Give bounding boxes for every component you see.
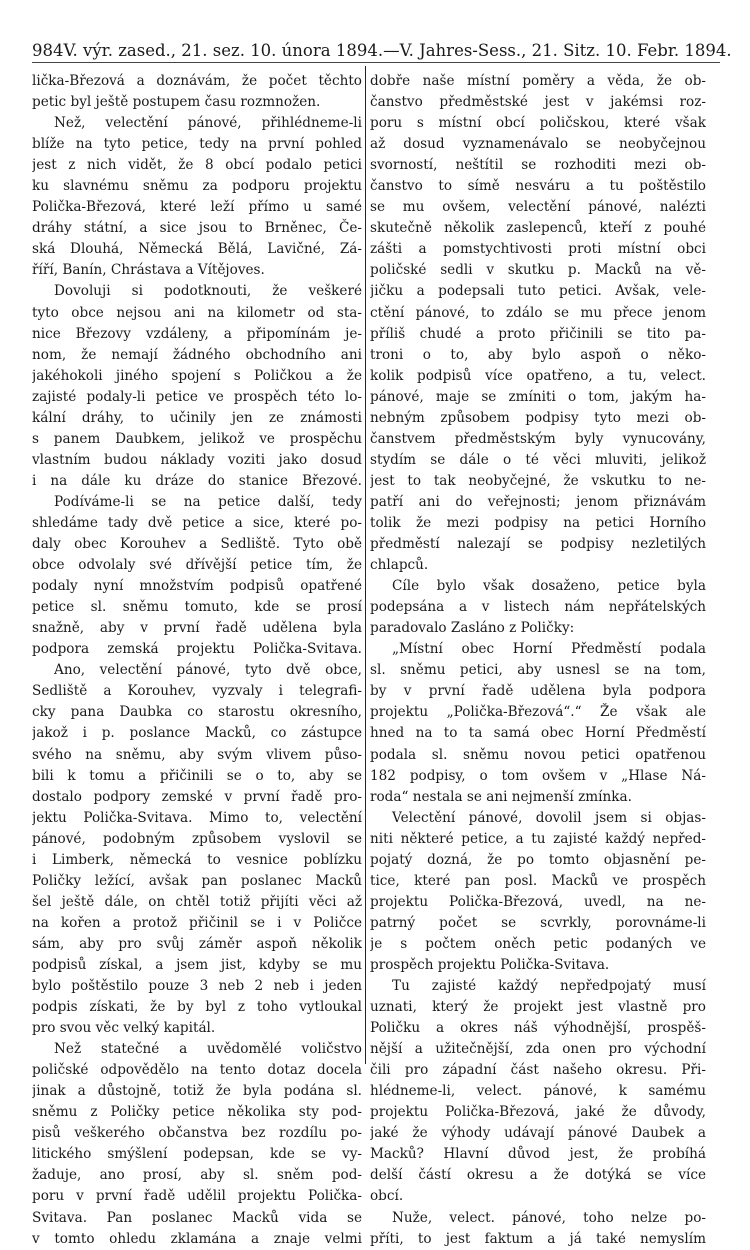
text-line: nice Březovy vzdáleny, a připomínám je- — [32, 325, 362, 342]
text-line: skutečně několik zaslepenců, kteří z pouhé — [370, 220, 706, 237]
text-line: jest to tak neobyčejné, že vskutku to ne- — [370, 472, 706, 489]
text-line: ctění pánové, to zdálo se mu přece jenom — [370, 304, 706, 321]
text-line: podpisů získal, a jsem jist, kdyby se mu — [32, 956, 362, 973]
text-line: jektu Polička-Svitava. Mimo to, velectění — [32, 809, 362, 826]
text-line: jakéhokoli jiného spojení s Poličkou a že — [32, 367, 362, 384]
text-line: příliš chudé a proto přičinili se tito pa- — [370, 325, 706, 342]
text-line: Než statečné a uvědomělé voličstvo — [54, 1041, 362, 1058]
running-header — [32, 34, 732, 63]
text-line: stydím se dále o té věci mluviti, jelikož — [370, 451, 706, 468]
text-line: pisů veškerého občanstva bez rozdílu po- — [32, 1125, 362, 1142]
text-line: patří ani do veřejnosti; jenom přiznávám — [370, 493, 706, 510]
text-line: na kořen a protož přičinil se i v Poličce — [32, 914, 362, 931]
text-line: pojatý dozná, že po tomto objasnění pe- — [370, 851, 706, 868]
text-line: podala sl. sněmu novou petici opatřenou — [370, 746, 706, 763]
text-line: v tomto ohledu zklamána a znaje velmi — [32, 1230, 362, 1247]
text-line: svorností, neštítil se rozhoditi mezi ob- — [370, 157, 706, 174]
text-line: dráhy státní, a sice jsou to Brněnec, Če- — [32, 220, 362, 237]
text-line: šel ještě dále, on chtěl totiž přijíti věci až — [32, 893, 362, 910]
text-line: i na dále ku dráze do stanice Březové. — [32, 472, 362, 489]
text-line: daly obec Korouhev a Sedliště. Tyto obě — [32, 536, 362, 553]
text-line: ku slavnému sněmu za podporu projektu — [32, 178, 362, 195]
header-dash: — — [383, 41, 400, 60]
text-line: petic byl ještě postupem času rozmnožen. — [32, 94, 321, 111]
text-line: pánové, podobným způsobem vyslovil se — [32, 830, 362, 847]
text-line: hlédneme-li, velect. pánové, k samému — [370, 1083, 706, 1100]
text-line: čanstvo to símě nesváru a tu poštěstilo — [370, 178, 706, 195]
text-line: žaduje, ano prosí, aby sl. sněm pod- — [32, 1167, 362, 1184]
text-line: tice, které pan posl. Macků ve prospěch — [370, 872, 706, 889]
text-line: až dosud vyznamenávalo se neobyčejnou — [370, 136, 706, 153]
text-line: jaké že výhody udávají pánové Daubek a — [370, 1125, 706, 1142]
text-line: sám, aby pro svůj záměr aspoň několik — [32, 935, 362, 952]
text-line: čanstvem předměstským byly vynucovány, — [370, 430, 706, 447]
text-line: Dovoluji si podotknouti, že veškeré — [54, 283, 362, 300]
text-line: jinak a důstojně, totiž že byla podána sl. — [32, 1083, 362, 1100]
text-line: je s počtem oněch petic podaných ve — [370, 935, 706, 952]
text-line: podpis získati, že by byl z toho vytloukal — [32, 999, 362, 1016]
text-line: patrný počet se scvrkly, porovnáme-li — [370, 914, 706, 931]
text-line: litického smýšlení podepsan, kde se vy- — [32, 1146, 362, 1163]
text-line: ská Dlouhá, Německá Bělá, Lavičné, Zá- — [32, 241, 362, 258]
text-line: tyto obce nejsou ani na kilometr od sta- — [32, 304, 362, 321]
text-line: předměstí nalezají se podpisy nezletilých — [370, 536, 706, 553]
text-line: chlapců. — [370, 557, 429, 574]
text-line: blíže na tyto petice, tedy na první pohled — [32, 136, 362, 153]
text-line: projektu Polička-Březová, jaké že důvody, — [370, 1104, 706, 1121]
text-line: pánové, maje se zmíniti o tom, jakým ha- — [370, 388, 706, 405]
text-line: Než, velectění pánové, přihlédneme-li — [54, 115, 362, 132]
text-line: Poličky ležící, avšak pan poslanec Macků — [32, 872, 362, 889]
text-line: říří, Banín, Chrástava a Vítějoves. — [32, 262, 265, 279]
text-line: pro svou věc velký kapitál. — [32, 1020, 216, 1037]
text-line: bylo poštěstilo pouze 3 neb 2 neb i jeden — [32, 978, 362, 995]
text-line: hned na to ta samá obec Horní Předměstí — [370, 725, 706, 742]
text-line: jičku a podepsali tuto petici. Avšak, vele- — [370, 283, 706, 300]
left-column — [32, 71, 362, 1250]
text-line: poličské odpovědělo na tento dotaz docela — [32, 1062, 362, 1079]
text-line: projektu „Polička-Březová“.“ Že však ale — [370, 704, 706, 721]
text-line: sněmu z Poličky petice několika sty pod- — [32, 1104, 362, 1121]
text-line: tolik že mezi podpisy na petici Horního — [370, 514, 706, 531]
text-line: Macků? Hlavní důvod jest, že probíhá — [370, 1146, 706, 1163]
text-line: vlastním budou náklady voziti jako dosud — [32, 451, 362, 468]
text-line: delší částí okresu a že dotýká se více — [370, 1167, 706, 1184]
text-line: příti, to jest faktum a já také nemyslím — [370, 1230, 706, 1247]
text-line: jakož i p. poslance Macků, co zástupce — [32, 725, 362, 742]
text-line: čanstvo předměstské jest v jakémsi roz- — [370, 94, 706, 111]
text-line: Velectění pánové, dovolil jsem si objas- — [392, 809, 706, 826]
text-line: dobře naše místní poměry a věda, že ob- — [370, 73, 706, 89]
text-line: lička-Březová a doznávám, že počet těchto — [32, 73, 362, 89]
right-column — [370, 71, 706, 1250]
text-line: s panem Daubkem, jelikož ve prospěchu — [32, 430, 362, 447]
text-line: jest z nich vidět, že 8 obcí podalo petici — [32, 157, 362, 174]
text-line: čili pro západní část našeho okresu. Při- — [370, 1062, 706, 1079]
text-line: Cíle bylo však dosaženo, petice byla — [392, 578, 706, 595]
text-line: uznati, který že projekt jest vlastně pro — [370, 999, 706, 1016]
text-line: podaly nyní množstvím podpisů opatřené — [32, 578, 362, 595]
text-line: shledáme tady dvě petice a sice, které po- — [32, 514, 362, 531]
text-line: Poličku a okres náš výhodnější, prospěš- — [370, 1020, 706, 1037]
text-line: dostalo podpory zemské v první řadě pro- — [32, 788, 362, 805]
text-line: se mu ovšem, velectění pánové, nalézti — [370, 199, 706, 216]
text-line: Podíváme-li se na petice další, tedy — [54, 493, 362, 510]
text-line: podepsána a v listech nám nepřátelských — [370, 599, 706, 616]
text-line: Ano, velectění pánové, tyto dvě obce, — [54, 662, 362, 679]
text-line: troni o to, aby bylo aspoň o něko- — [370, 346, 706, 363]
text-line: bili k tomu a přičinili se o to, aby se — [32, 767, 362, 784]
text-line: obce odvolaly své dřívější petice tím, že — [32, 557, 362, 574]
text-line: Svitava. Pan poslanec Macků vida se — [32, 1209, 362, 1226]
text-line: „Místní obec Horní Předměstí podala — [392, 641, 706, 658]
text-line: poru v první řadě udělil projektu Polička- — [32, 1188, 362, 1205]
text-line: cky pana Daubka co starostu okresního, — [32, 704, 362, 721]
text-line: prospěch projektu Polička-Svitava. — [370, 956, 610, 973]
text-line: Sedliště a Korouhev, vyzvaly i telegrafi- — [32, 683, 362, 700]
text-line: podpora zemská projektu Polička-Svitava. — [32, 641, 362, 658]
text-line: Polička-Březová, které leží přímo u samé — [32, 199, 362, 216]
text-line: paradovalo Zasláno z Poličky: — [370, 620, 575, 637]
text-line: poru s místní obcí poličskou, které však — [370, 115, 706, 132]
text-line: niti některé petice, a tu zajisté každý nepřed- — [370, 830, 706, 847]
header-czech-title: V. výr. zased., 21. sez. 10. února 1894. — [63, 41, 384, 60]
text-line: svého na sněmu, aby svým vlivem půso- — [32, 746, 362, 763]
text-line: Nuže, velect. pánové, toho nelze po- — [392, 1209, 706, 1226]
header-german-title: V. Jahres-Sess., 21. Sitz. 10. Febr. 1894. — [399, 41, 732, 60]
text-line: 182 podpisy, o tom ovšem v „Hlase Ná- — [370, 767, 706, 784]
text-line: Tu zajisté každý nepředpojatý musí — [392, 978, 706, 995]
text-line: i Limberk, německá to vesnice poblízku — [32, 851, 362, 868]
text-line: poličské sedli v skutku p. Macků na vě- — [370, 262, 706, 279]
text-line: petice sl. sněmu tomuto, kde se prosí — [32, 599, 362, 616]
page-number: 984 — [32, 41, 64, 60]
text-line: by v první řadě udělena byla podpora — [370, 683, 706, 700]
text-line: nebným způsobem podpisy tyto mezi ob- — [370, 409, 706, 426]
text-line: nom, že nemají žádného obchodního ani — [32, 346, 362, 363]
text-line: kální dráhy, to učinily jen ze známosti — [32, 409, 362, 426]
text-line: obcí. — [370, 1188, 404, 1205]
text-line: snažně, aby v první řadě udělena byla — [32, 620, 362, 637]
text-line: roda“ nestala se ani nejmenší zmínka. — [370, 788, 632, 805]
text-line: projektu Polička-Březová, uvedl, na ne- — [370, 893, 706, 910]
text-line: sl. sněmu petici, aby usnesl se na tom, — [370, 662, 706, 679]
text-line: kolik podpisů více opatřeno, a tu, velect. — [370, 367, 706, 384]
text-line: nější a užitečnější, zda onen pro východní — [370, 1041, 706, 1058]
text-line: zášti a pomstychtivosti proti místní obci — [370, 241, 706, 258]
column-divider — [365, 66, 366, 1064]
text-line: zajisté podaly-li petice ve prospěch této lo- — [32, 388, 362, 405]
